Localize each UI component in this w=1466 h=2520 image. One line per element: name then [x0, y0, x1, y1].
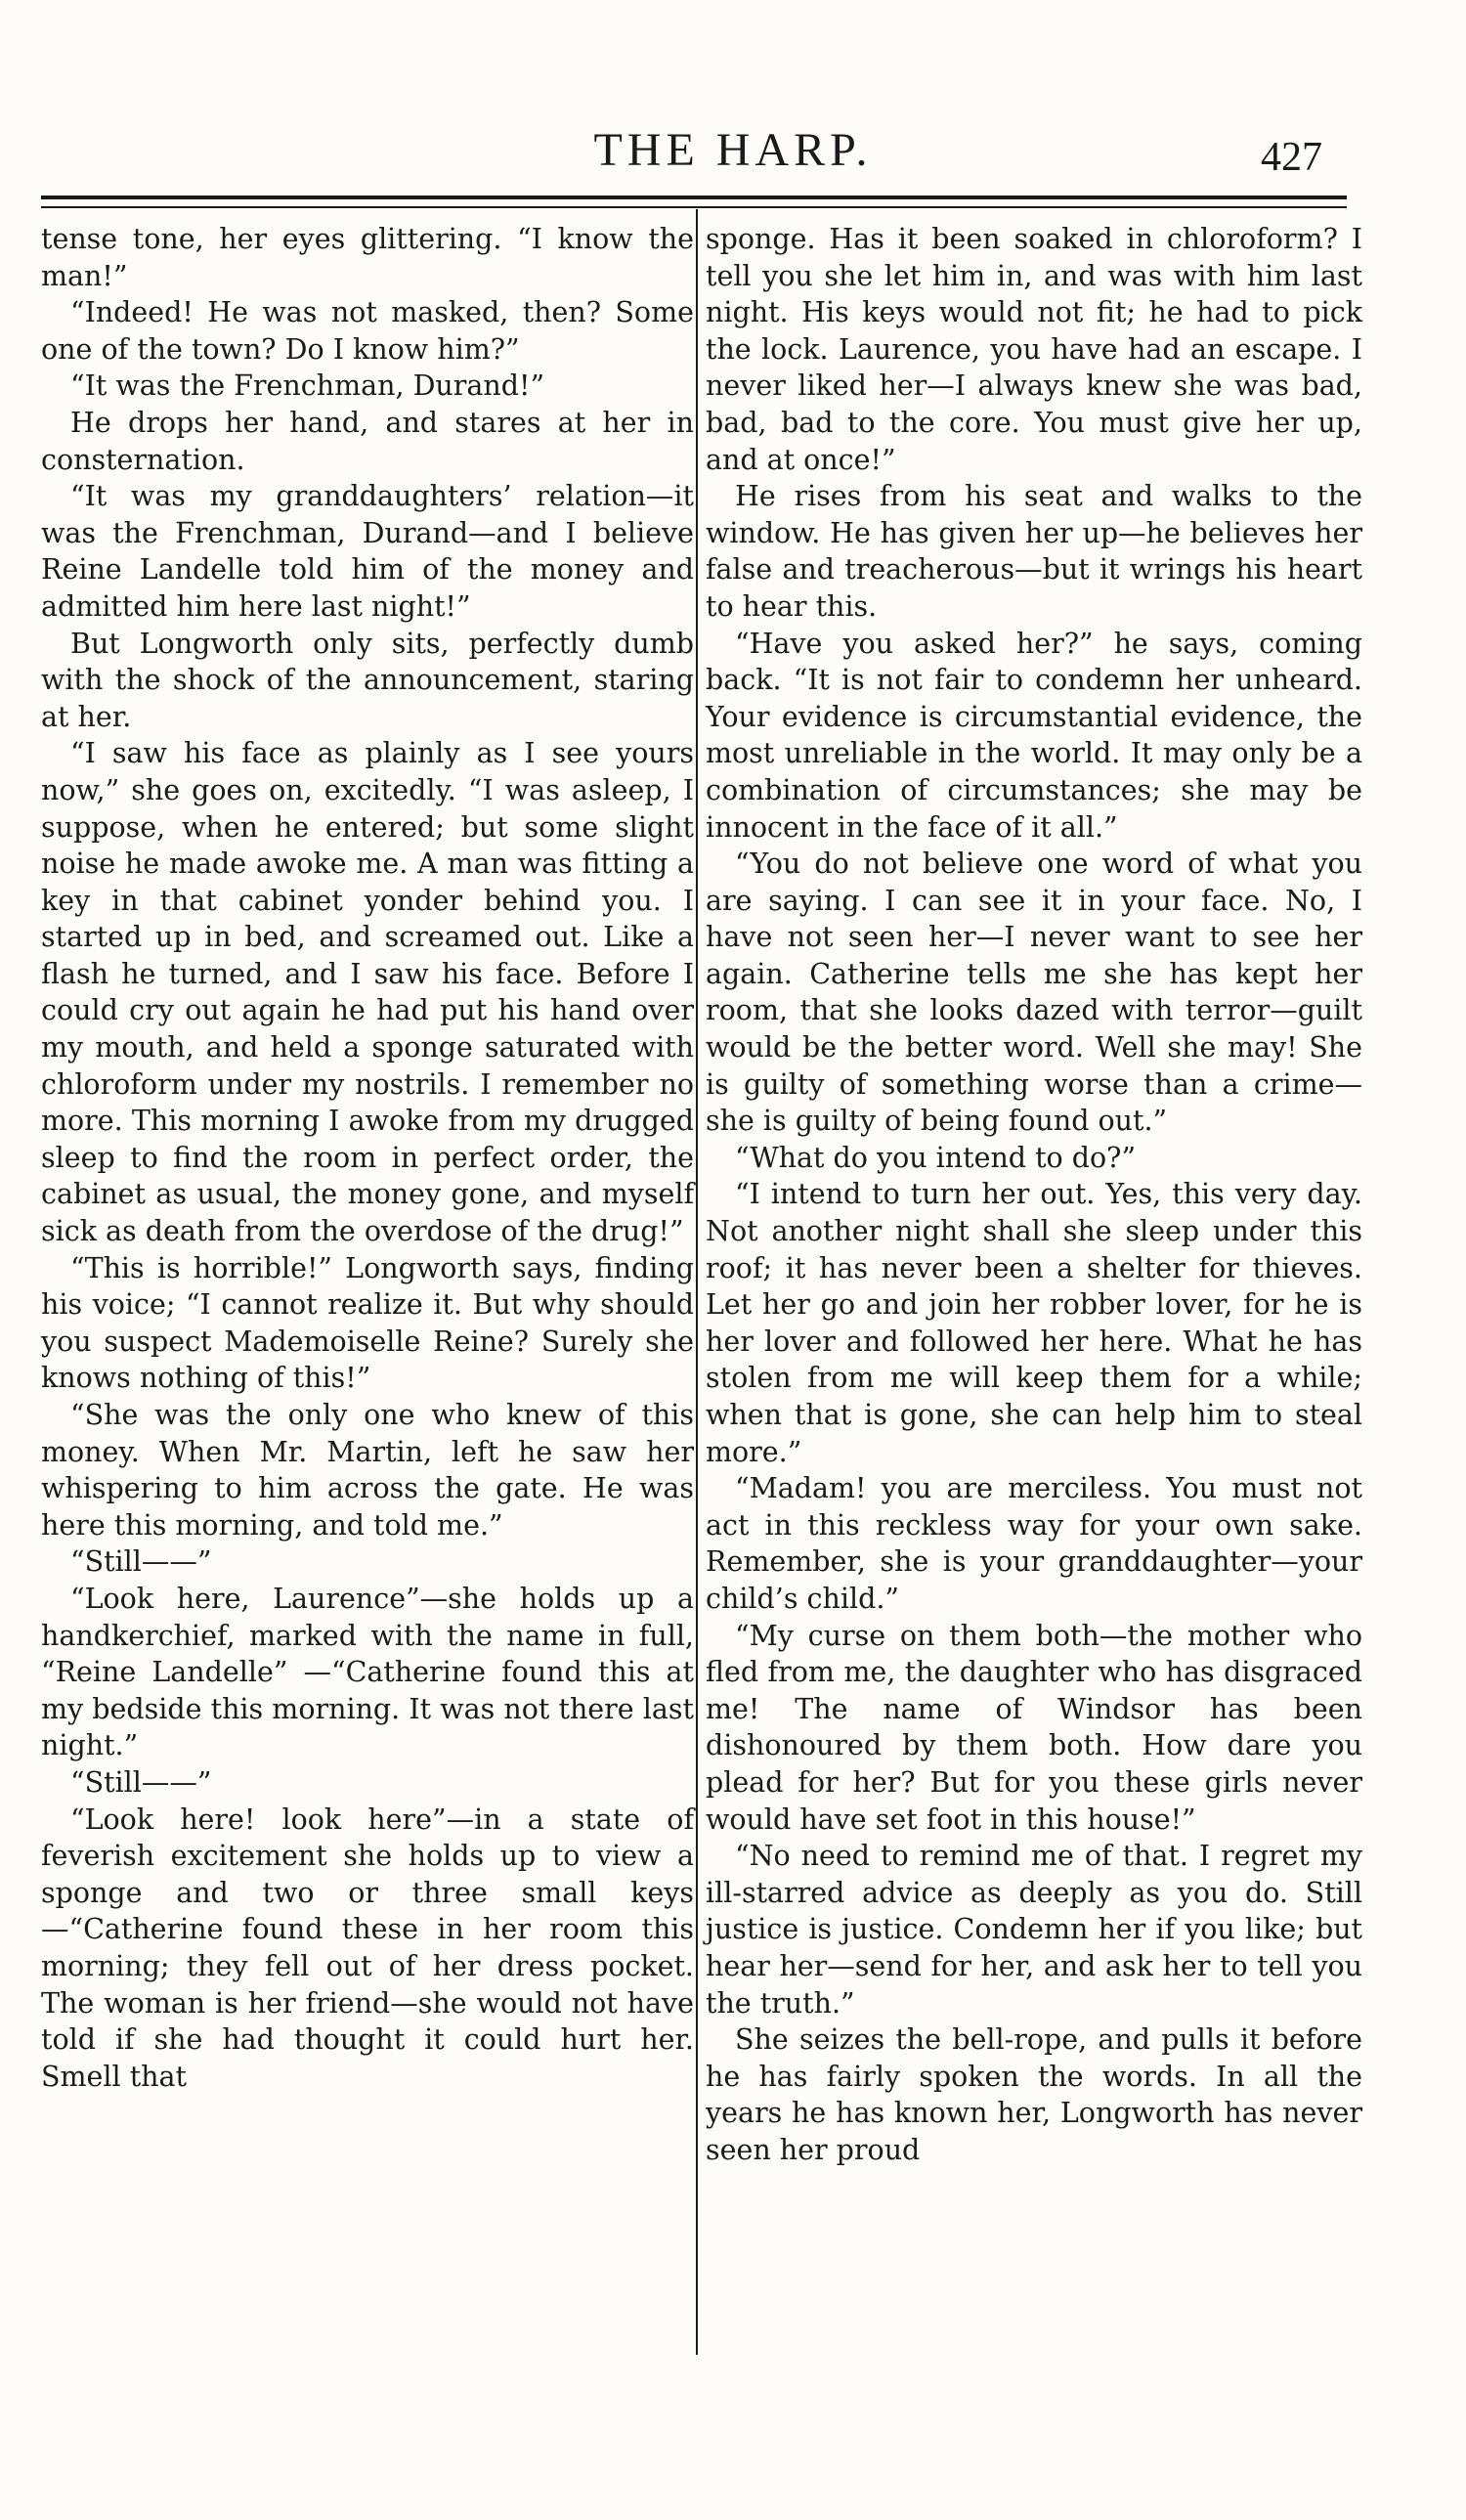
paragraph: “Still——”: [70, 1765, 212, 1799]
running-header-title: THE HARP.: [593, 124, 873, 176]
column-divider: [696, 209, 698, 2355]
paragraph: “This is horrible!” Longworth says, finding his voice; “I cannot realize it. But why should you suspect Mademoiselle Reine? Surely she knows nothing of this!”: [41, 1251, 694, 1395]
paragraph: She seizes the bell-rope, and pulls it before he has fairly spoken the words. In all the years he has known her, Longworth has never seen her proud: [706, 2023, 1362, 2166]
paragraph: “Indeed! He was not masked, then? Some one of the town? Do I know him?”: [41, 296, 694, 366]
paragraph: “My curse on them both—the mother who fled from me, the daughter who has disgraced me! The name of Windsor has been dishonoured by them both. How dare you plead for her? But for you these girls never would have set foot in this house!”: [706, 1619, 1362, 1836]
paragraph: “Madam! you are merciless. You must not act in this reckless way for your own sake. Remember, she is your granddaughter—your child’s child.”: [706, 1472, 1362, 1615]
paragraph: “No need to remind me of that. I regret my ill-starred advice as deeply as you do. Still justice is justice. Condemn her if you like; but hear her—send for her, and ask her to tell you the truth.”: [706, 1840, 1362, 2020]
paragraph: “Look here, Laurence”—she holds up a handkerchief, marked with the name in full, “Reine Landelle” —“Catherine found this at my bedside this morning. It was not there last night.”: [41, 1582, 694, 1762]
header-rule-thin: [41, 206, 1347, 208]
right-column: [706, 221, 1362, 2168]
paragraph: “You do not believe one word of what you are saying. I can see it in your face. No, I have not seen her—I never want to see her again. Catherine tells me she has kept her room, that she looks dazed with terror—guilt would be the better word. Well she may! She is guilty of something worse than a crime—she is guilty of being found out.”: [706, 847, 1362, 1138]
left-column: [41, 221, 694, 2095]
paragraph: “It was the Frenchman, Durand!”: [70, 369, 545, 403]
paragraph: He drops her hand, and stares at her in consternation.: [41, 406, 694, 476]
paragraph: “I saw his face as plainly as I see yours now,” she goes on, excitedly. “I was asleep, I suppose, when he entered; but some slight noise he made awoke me. A man was fitting a key in that cabinet yonder behind you. I started up in bed, and screamed out. Like a flash he turned, and I saw his face. Before I could cry out again he had put his hand over my mouth, and held a sponge saturated with chloroform under my nostrils. I remember no more. This morning I awoke from my drugged sleep to find the room in perfect order, the cabinet as usual, the money gone, and myself sick as death from the overdose of the drug!”: [41, 737, 694, 1248]
paragraph: tense tone, her eyes glittering. “I know the man!”: [41, 223, 694, 292]
paragraph: “What do you intend to do?”: [735, 1141, 1137, 1174]
paragraph: He rises from his seat and walks to the window. He has given her up—he believes her false and treacherous—but it wrings his heart to hear this.: [706, 480, 1362, 623]
paragraph: But Longworth only sits, perfectly dumb with the shock of the announcement, staring at her.: [41, 627, 694, 733]
paragraph: “It was my granddaughters’ relation—it was the Frenchman, Durand—and I believe Reine Landelle told him of the money and admitted him here last night!”: [41, 480, 694, 623]
paragraph: “Still——”: [70, 1545, 212, 1579]
header-rule-thick: [41, 196, 1347, 199]
paragraph: “I intend to turn her out. Yes, this very day. Not another night shall she sleep under this roof; it has never been a shelter for thieves. Let her go and join her robber lover, for he is her lover and followed her here. What he has stolen from me will keep them for a while; when that is gone, she can help him to steal more.”: [706, 1178, 1362, 1468]
paragraph: sponge. Has it been soaked in chloroform? I tell you she let him in, and was with him last night. His keys would not fit; he had to pick the lock. Laurence, you have had an escape. I never liked her—I always knew she was bad, bad, bad to the core. You must give her up, and at once!”: [706, 223, 1362, 476]
paragraph: “She was the only one who knew of this money. When Mr. Martin, left he saw her whispering to him across the gate. He was here this morning, and told me.”: [41, 1399, 694, 1542]
page-number: 427: [1261, 135, 1322, 180]
paragraph: “Look here! look here”—in a state of feverish excitement she holds up to view a sponge and two or three small keys—“Catherine found these in her room this morning; they fell out of her dress pocket. The woman is her friend—she would not have told if she had thought it could hurt her. Smell that: [41, 1803, 694, 2093]
paragraph: “Have you asked her?” he says, coming back. “It is not fair to condemn her unheard. Your evidence is circumstantial evidence, the most unreliable in the world. It may only be a combination of circumstances; she may be innocent in the face of it all.”: [706, 627, 1362, 844]
